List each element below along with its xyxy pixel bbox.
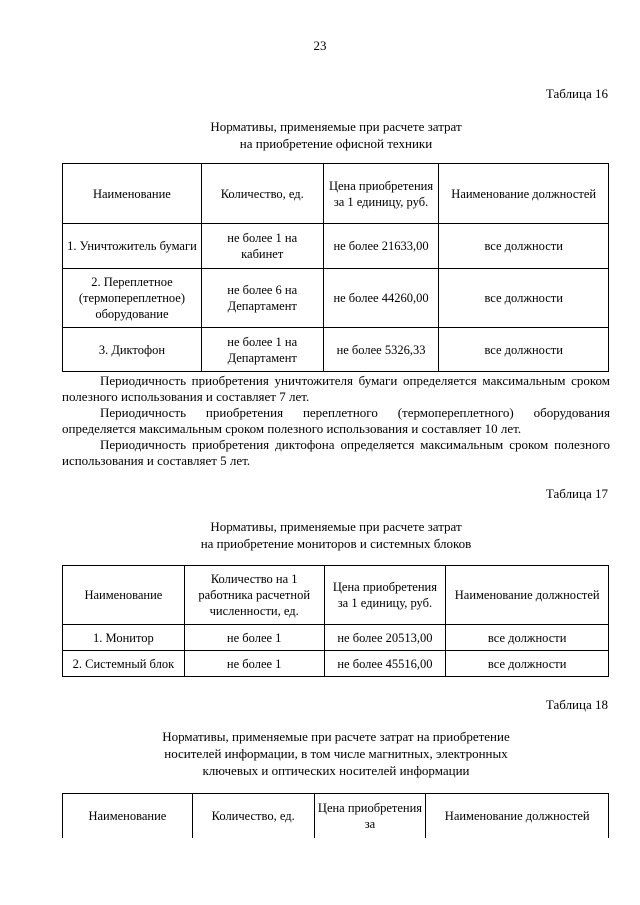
- table16-cell: не более 21633,00: [323, 224, 439, 269]
- paragraph-binding: Периодичность приобретения переплетного (термопереплетного) оборудования определяется максимальным сроком полезного использования и составляет 10 лет.: [62, 405, 610, 436]
- table16: [62, 163, 609, 372]
- table18-header-row: [63, 794, 609, 838]
- table17-cell: не более 20513,00: [324, 625, 446, 651]
- table16-cell: все должности: [439, 224, 609, 269]
- table16-header-quantity: Количество, ед.: [201, 164, 323, 224]
- table17-cell: не более 1: [184, 625, 324, 651]
- table-row: [63, 328, 609, 372]
- table16-cell: не более 1 на кабинет: [201, 224, 323, 269]
- table16-cell: все должности: [439, 328, 609, 372]
- table-row: [63, 625, 609, 651]
- table16-title-line1: Нормативы, применяемые при расчете затрат: [210, 119, 462, 134]
- table17-header-positions: Наименование должностей: [446, 566, 609, 625]
- table-row: [63, 224, 609, 269]
- table16-label: Таблица 16: [545, 86, 608, 101]
- table16-header-positions: Наименование должностей: [439, 164, 609, 224]
- table18-header-positions: Наименование должностей: [426, 794, 609, 838]
- table17-cell: не более 45516,00: [324, 651, 446, 677]
- table17-cell: 1. Монитор: [63, 625, 185, 651]
- table17: [62, 565, 609, 677]
- table16-cell: 2. Переплетное (термопереплетное) оборудование: [63, 269, 202, 328]
- table16-cell: не более 6 на Департамент: [201, 269, 323, 328]
- table18-title-line3: ключевых и оптических носителей информации: [202, 763, 470, 778]
- table16-cell: не более 44260,00: [323, 269, 439, 328]
- table17-header-price: Цена приобретения за 1 единицу, руб.: [324, 566, 446, 625]
- table18-title-line2: носителей информации, в том числе магнитных, электронных: [164, 746, 508, 761]
- paragraph-shredder: Периодичность приобретения уничтожителя бумаги определяется максимальным сроком полезного использования и составляет 7 лет.: [62, 373, 610, 404]
- table17-cell: все должности: [446, 625, 609, 651]
- table16-header-name: Наименование: [63, 164, 202, 224]
- table17-cell: не более 1: [184, 651, 324, 677]
- table16-cell: 1. Уничтожитель бумаги: [63, 224, 202, 269]
- table16-cell: не более 5326,33: [323, 328, 439, 372]
- table16-cell: не более 1 на Департамент: [201, 328, 323, 372]
- table18-label: Таблица 18: [545, 697, 608, 712]
- table17-header-name: Наименование: [63, 566, 185, 625]
- paragraph-dictaphone: Периодичность приобретения диктофона определяется максимальным сроком полезного использования и составляет 5 лет.: [62, 437, 610, 468]
- table18-header-quantity: Количество, ед.: [192, 794, 314, 838]
- table18-title: [0, 728, 640, 779]
- table18-header-name: Наименование: [63, 794, 193, 838]
- table18: [62, 793, 609, 838]
- table17-header-row: [63, 566, 609, 625]
- table18-header-price: Цена приобретения за: [314, 794, 426, 838]
- table17-label: Таблица 17: [545, 486, 608, 501]
- table17-title-line2: на приобретение мониторов и системных блоков: [200, 536, 472, 551]
- table18-title-line1: Нормативы, применяемые при расчете затрат на приобретение: [162, 729, 510, 744]
- table-row: [63, 651, 609, 677]
- table16-title: [0, 118, 640, 152]
- table-row: [63, 269, 609, 328]
- table16-header-price: Цена приобретения за 1 единицу, руб.: [323, 164, 439, 224]
- table17-cell: 2. Системный блок: [63, 651, 185, 677]
- page-number: 23: [313, 38, 327, 53]
- table17-cell: все должности: [446, 651, 609, 677]
- table16-cell: 3. Диктофон: [63, 328, 202, 372]
- table16-cell: все должности: [439, 269, 609, 328]
- table17-header-quantity: Количество на 1 работника расчетной численности, ед.: [184, 566, 324, 625]
- table17-title: [0, 518, 640, 552]
- table16-title-line2: на приобретение офисной техники: [239, 136, 433, 151]
- table17-title-line1: Нормативы, применяемые при расчете затрат: [210, 519, 462, 534]
- table16-header-row: [63, 164, 609, 224]
